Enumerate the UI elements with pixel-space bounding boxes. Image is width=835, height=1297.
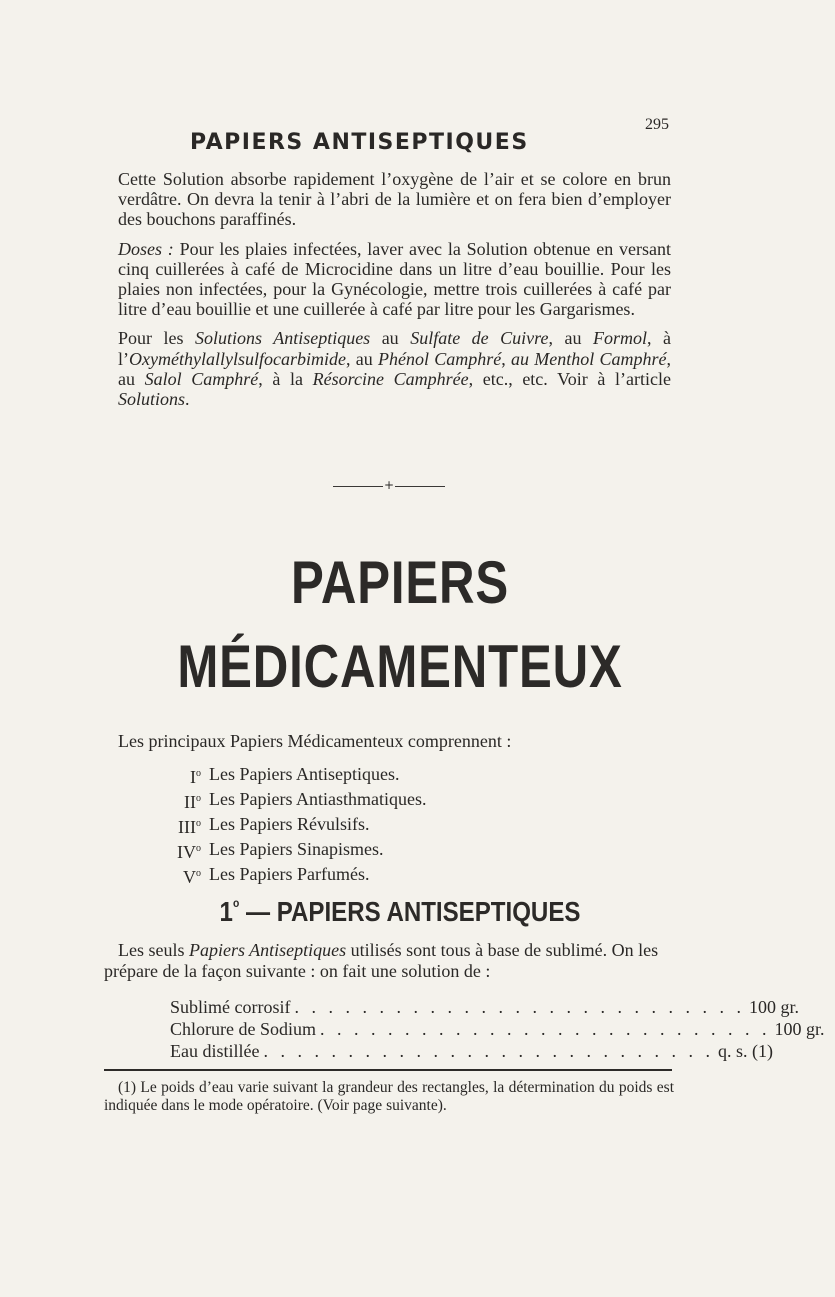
- p3-text: .: [185, 389, 190, 410]
- intro-paragraph-3: [118, 328, 671, 409]
- leader-dots: . . . . . . . . . . . . . . . . . . . . . . . . . . .: [263, 1041, 714, 1061]
- leader-dots: . . . . . . . . . . . . . . . . . . . . . . . . . . .: [320, 1019, 771, 1039]
- section-number-sup: o: [232, 896, 240, 910]
- p3-italic: Sulfate de Cuivre: [410, 328, 549, 349]
- numeral-sup: o: [196, 768, 201, 779]
- numeral: III: [178, 817, 196, 837]
- separator-line-left: [333, 486, 383, 487]
- ornamental-separator: [333, 478, 445, 492]
- ingredient-name: Chlorure de Sodium: [170, 1019, 316, 1039]
- p3-text: ,: [501, 348, 511, 369]
- p3-text: , au: [118, 348, 671, 389]
- numeral-sup: o: [196, 843, 201, 854]
- numeral: II: [184, 792, 196, 812]
- list-item-text: Les Papiers Antiseptiques.: [209, 764, 400, 784]
- p3-text: au: [370, 328, 411, 349]
- body-text: utilisés sont tous à base de sublimé. On les prépare de la façon suivante : on fait une solution de :: [104, 940, 659, 981]
- numeral: V: [183, 867, 196, 887]
- footnote-text: (1) Le poids d’eau varie suivant la grandeur des rectangles, la détermination du poids est indiquée dans le mode opératoire. (Voir page suivante).: [104, 1079, 674, 1114]
- ingredient-name: Sublimé corrosif: [170, 997, 291, 1017]
- ingredient-quantity: q. s. (1): [717, 1041, 773, 1061]
- p3-text: Pour les: [118, 328, 196, 349]
- list-item: [163, 813, 426, 838]
- separator-line-right: [395, 486, 445, 487]
- doses-label: Doses :: [118, 238, 174, 259]
- p3-text: , au: [548, 328, 593, 349]
- list-item: [163, 863, 426, 888]
- separator-cross-icon: +: [384, 478, 395, 492]
- section-number: 1: [219, 896, 233, 927]
- body-italic: Papiers Antiseptiques: [189, 940, 347, 960]
- numeral-sup: o: [196, 818, 201, 829]
- ingredient-quantity: 100 gr.: [774, 1019, 825, 1039]
- ingredient-name: Eau distillée: [170, 1041, 260, 1061]
- p3-italic: Résorcine Camphrée: [312, 368, 469, 389]
- formula-row: [170, 996, 799, 1018]
- list-item: [163, 763, 426, 788]
- list-item-number: [163, 863, 203, 888]
- p3-italic: Salol Camphré: [144, 368, 259, 389]
- list-item: [163, 838, 426, 863]
- numeral-sup: o: [196, 793, 201, 804]
- section-paragraph: [104, 940, 672, 982]
- list-item-text: Les Papiers Sinapismes.: [209, 839, 384, 859]
- p3-text: , à la: [258, 368, 313, 389]
- doses-text: Pour les plaies infectées, laver avec la Solution obtenue en versant cinq cuillerées à café de Microcidine dans un litre d’eau bouillie. Pour les plaies non infectées, pour la Gynécologie, mettre trois cuillerées à café par litre d’eau bouillie et une cuillerée à café par litre pour les Gargarismes.: [118, 238, 671, 320]
- footnote: [104, 1079, 674, 1115]
- intro-paragraph-2: [118, 239, 671, 320]
- formula-row: [170, 1040, 773, 1062]
- list-item-number: [163, 813, 203, 838]
- formula-row: [170, 1018, 825, 1040]
- p3-text: , etc., etc. Voir à l’article: [468, 368, 671, 389]
- list-item-number: [163, 788, 203, 813]
- p3-italic: Solutions Antiseptiques: [195, 328, 371, 349]
- list-lead-in: Les principaux Papiers Médicamenteux comprennent :: [118, 731, 512, 751]
- body-text: Les seuls: [118, 940, 189, 960]
- p3-text: , à l’: [118, 328, 671, 369]
- intro-text: [118, 169, 671, 418]
- p3-italic: au Menthol Camphré: [510, 348, 667, 369]
- chapter-title-line-1: PAPIERS: [290, 549, 510, 616]
- list-item-text: Les Papiers Révulsifs.: [209, 814, 370, 834]
- list-item-number: [163, 838, 203, 863]
- formula-table: [170, 996, 825, 1062]
- p3-italic: Oxyméthylallylsulfocarbimide: [129, 348, 346, 369]
- intro-paragraph-1: Cette Solution absorbe rapidement l’oxygène de l’air et se colore en brun verdâtre. On devra la tenir à l’abri de la lumière et on fera bien d’employer des bouchons paraffinés.: [118, 169, 671, 230]
- running-head: PAPIERS ANTISEPTIQUES: [190, 130, 529, 155]
- footnote-rule: [104, 1069, 672, 1071]
- chapter-title-line-2: MÉDICAMENTEUX: [177, 633, 623, 700]
- numeral: I: [190, 767, 196, 787]
- list-item-number: [163, 763, 203, 788]
- paper-types-list: [163, 763, 426, 888]
- page-number: 295: [645, 116, 669, 133]
- section-title-text: — PAPIERS ANTISEPTIQUES: [239, 896, 581, 927]
- numeral: IV: [177, 842, 196, 862]
- section-body: [104, 940, 672, 982]
- p3-italic: Formol: [593, 328, 647, 349]
- p3-italic: Phénol Camphré: [377, 348, 502, 369]
- p3-italic: Solutions: [118, 389, 186, 410]
- ingredient-quantity: 100 gr.: [748, 997, 799, 1017]
- leader-dots: . . . . . . . . . . . . . . . . . . . . . . . . . . .: [294, 997, 745, 1017]
- list-item: [163, 788, 426, 813]
- numeral-sup: o: [196, 868, 201, 879]
- p3-text: , au: [345, 348, 378, 369]
- list-item-text: Les Papiers Parfumés.: [209, 864, 370, 884]
- list-item-text: Les Papiers Antiasthmatiques.: [209, 789, 427, 809]
- section-title: [56, 896, 744, 928]
